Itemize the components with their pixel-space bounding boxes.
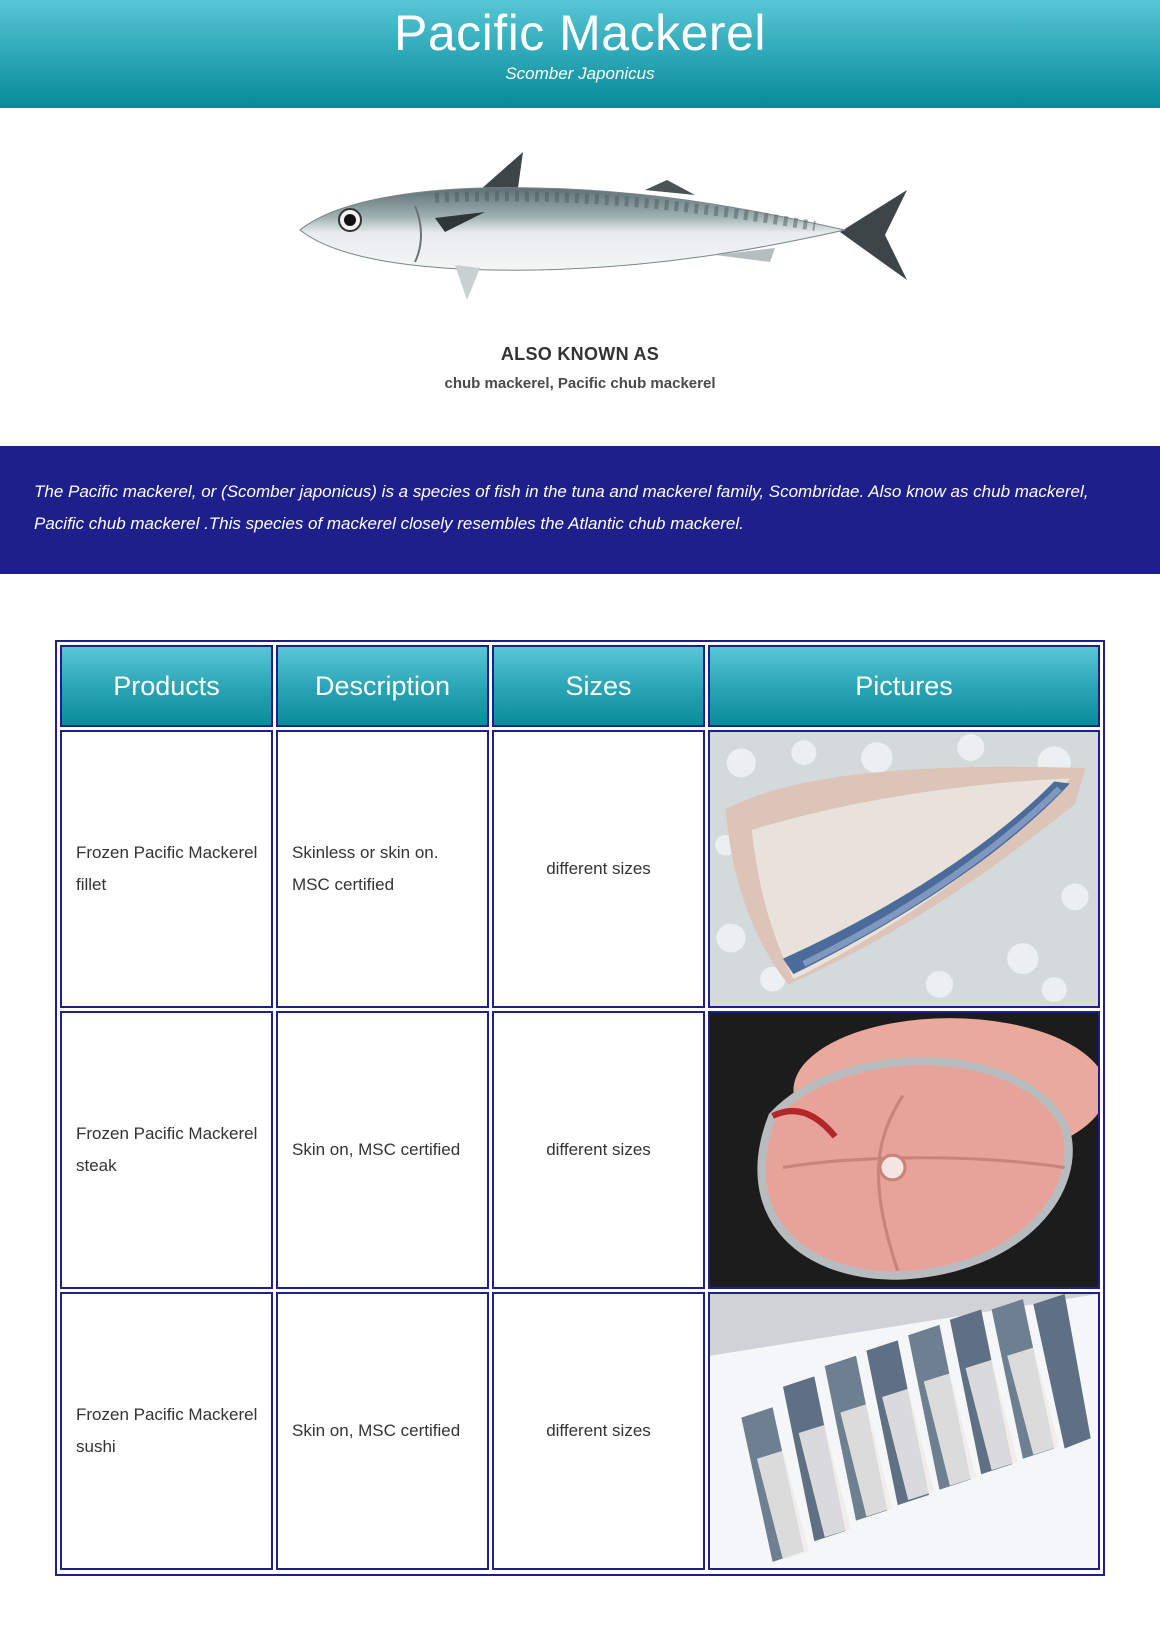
product-size: different sizes	[492, 1011, 705, 1289]
mackerel-fish-photo	[295, 140, 925, 315]
header-products: Products	[60, 645, 273, 727]
table-row	[60, 1292, 1100, 1570]
header-pictures: Pictures	[708, 645, 1100, 727]
scientific-name: Scomber Japonicus	[505, 64, 655, 83]
intro-banner	[0, 446, 1160, 574]
product-description: Skinless or skin on. MSC certified	[276, 730, 489, 1008]
product-description: Skin on, MSC certified	[276, 1011, 489, 1289]
header-sizes: Sizes	[492, 645, 705, 727]
mackerel-steak-photo	[708, 1011, 1100, 1289]
table-row	[60, 1011, 1100, 1289]
product-name: Frozen Pacific Mackerel sushi	[60, 1292, 273, 1570]
product-size: different sizes	[492, 1292, 705, 1570]
intro-text: The Pacific mackerel, or (Scomber japonicus) is a species of fish in the tuna and mackerel family, Scombridae. Also know as chub mackerel, Pacific chub mackerel .This species of mackerel closely resembles the Atlantic chub mackerel.	[34, 482, 1089, 533]
also-known-as-names: chub mackerel, Pacific chub mackerel	[444, 375, 716, 392]
mackerel-sushi-photo	[708, 1292, 1100, 1570]
table-row	[60, 730, 1100, 1008]
header-description: Description	[276, 645, 489, 727]
page-header	[0, 0, 1160, 108]
product-size: different sizes	[492, 730, 705, 1008]
page-title: Pacific Mackerel	[394, 5, 766, 61]
product-description: Skin on, MSC certified	[276, 1292, 489, 1570]
mackerel-fillet-photo	[708, 730, 1100, 1008]
also-known-as-heading: ALSO KNOWN AS	[500, 344, 660, 364]
product-name: Frozen Pacific Mackerel fillet	[60, 730, 273, 1008]
products-table	[55, 640, 1105, 1576]
product-name: Frozen Pacific Mackerel steak	[60, 1011, 273, 1289]
table-header-row	[60, 645, 1100, 727]
